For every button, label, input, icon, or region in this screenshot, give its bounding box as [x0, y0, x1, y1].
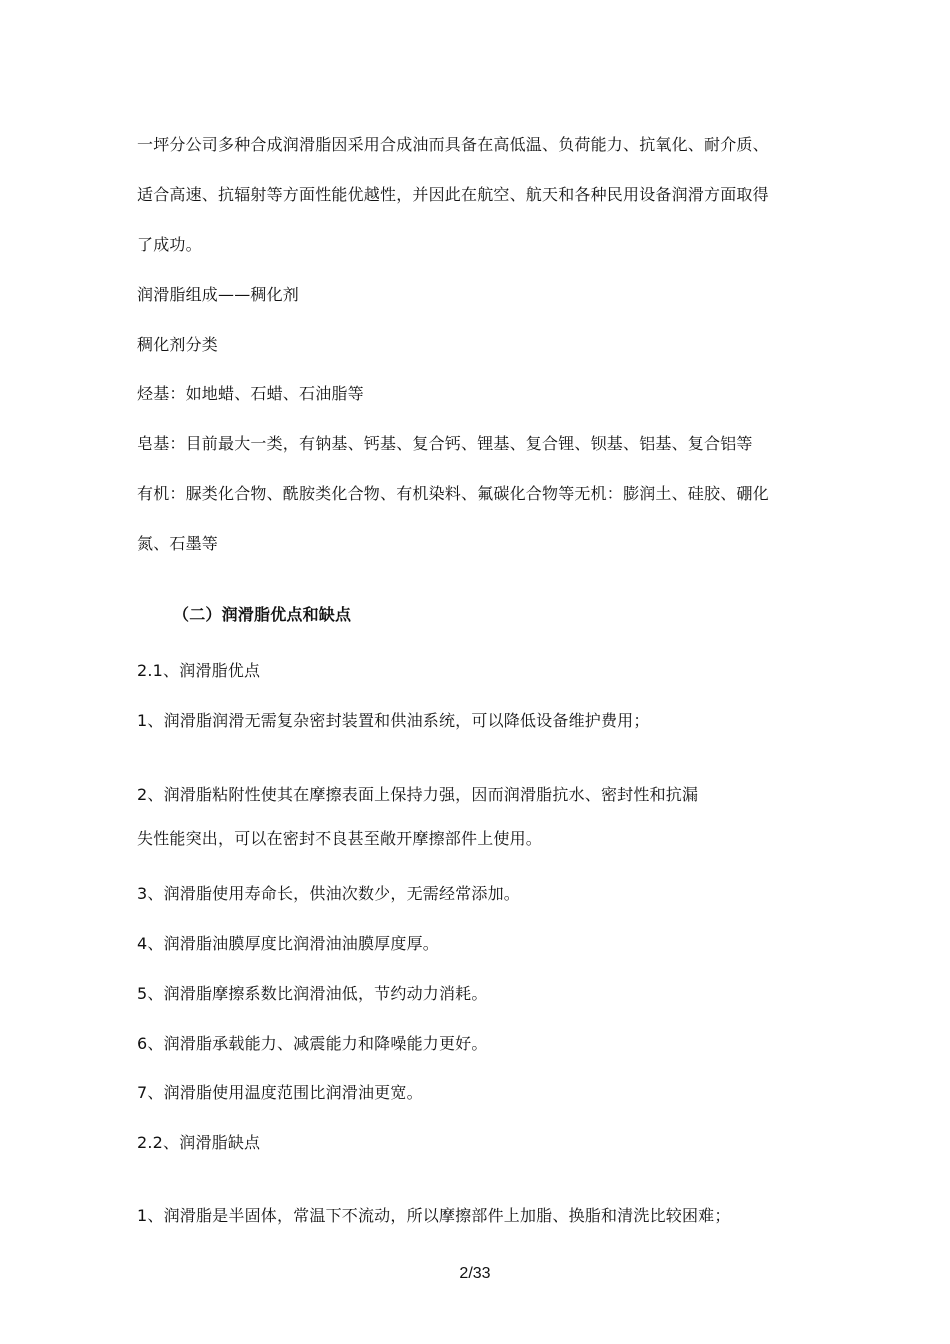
hydrocarbon-line: 烃基：如地蜡、石蜡、石油脂等: [137, 384, 364, 403]
advantage-item-1: 1、润滑脂润滑无需复杂密封装置和供油系统，可以降低设备维护费用；: [137, 711, 650, 730]
advantage-item-2: 2、润滑脂粘附性使其在摩擦表面上保持力强，因而润滑脂抗水、密封性和抗漏: [137, 785, 699, 804]
advantage-item-6: 6、润滑脂承载能力、减震能力和降噪能力更好。: [137, 1034, 488, 1053]
advantage-item-2-continued: 失性能突出，可以在密封不良甚至敞开摩擦部件上使用。: [137, 829, 543, 848]
intro-line-3: 了成功。: [137, 235, 202, 254]
soap-line: 皂基：目前最大一类，有钠基、钙基、复合钙、锂基、复合锂、钡基、铝基、复合铝等: [137, 434, 753, 453]
disadvantage-item-1: 1、润滑脂是半固体，常温下不流动，所以摩擦部件上加脂、换脂和清洗比较困难；: [137, 1206, 731, 1225]
thickener-title: 润滑脂组成——稠化剂: [137, 285, 300, 304]
disadvantages-title: 2.2、润滑脂缺点: [137, 1133, 261, 1152]
advantages-title: 2.1、润滑脂优点: [137, 661, 261, 680]
organic-line-2: 氮、石墨等: [137, 534, 219, 553]
advantage-item-5: 5、润滑脂摩擦系数比润滑油低，节约动力消耗。: [137, 984, 488, 1003]
advantage-item-4: 4、润滑脂油膜厚度比润滑油油膜厚度厚。: [137, 934, 439, 953]
organic-line-1: 有机：脲类化合物、酰胺类化合物、有机染料、氟碳化合物等无机：膨润土、硅胶、硼化: [137, 484, 769, 503]
intro-line-1: 一坪分公司多种合成润滑脂因采用合成油而具备在高低温、负荷能力、抗氧化、耐介质、: [137, 135, 769, 154]
intro-line-2: 适合高速、抗辐射等方面性能优越性，并因此在航空、航天和各种民用设备润滑方面取得: [137, 185, 769, 204]
advantage-item-3: 3、润滑脂使用寿命长，供油次数少，无需经常添加。: [137, 884, 520, 903]
page-number: 2/33: [459, 1265, 491, 1282]
advantage-item-7: 7、润滑脂使用温度范围比润滑油更宽。: [137, 1083, 423, 1102]
thickener-classes-title: 稠化剂分类: [137, 335, 219, 354]
section-heading: （二）润滑脂优点和缺点: [173, 605, 352, 624]
